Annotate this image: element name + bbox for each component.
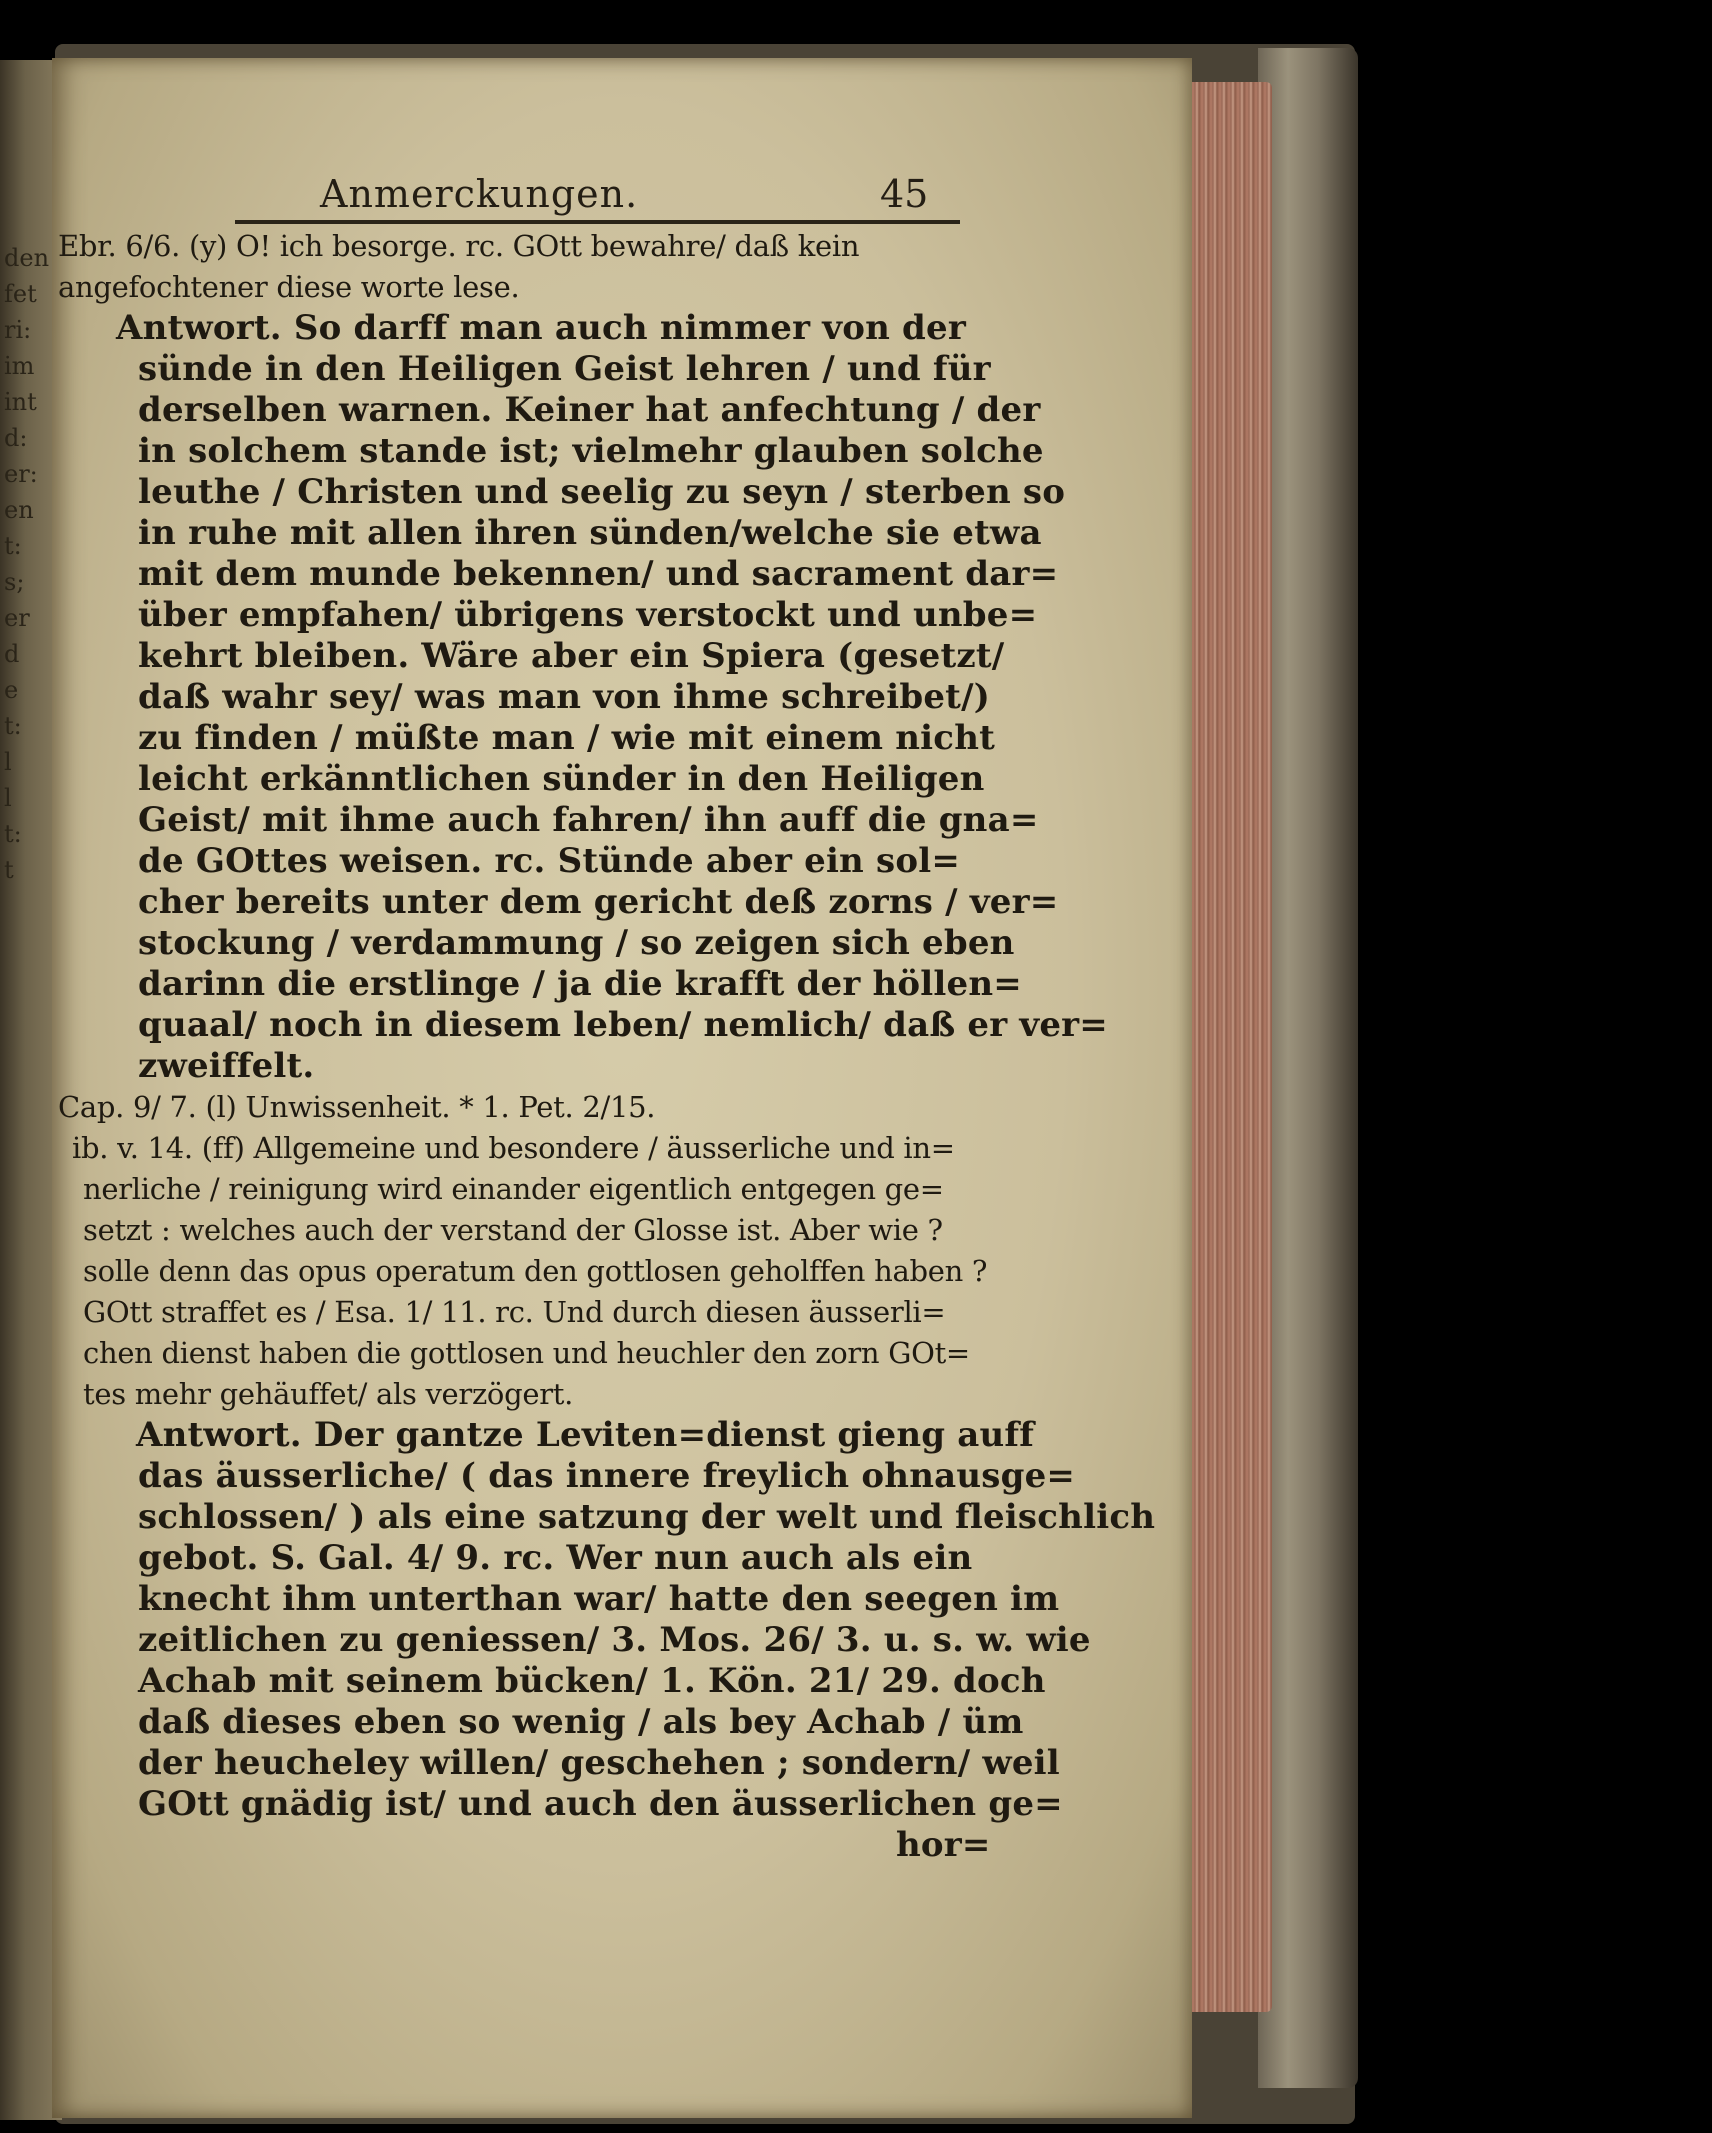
- gutter-fragment: s;: [4, 568, 25, 596]
- gutter-fragment: er: [4, 604, 30, 632]
- text-line: das äusserliche/ ( das innere freylich ohnausge=: [138, 1456, 1076, 1496]
- text-line: leuthe / Christen und seelig zu seyn / sterben so: [138, 472, 1066, 512]
- gutter-fragment: int: [4, 388, 37, 416]
- text-line: GOtt straffet es / Esa. 1/ 11. rc. Und durch diesen äusserli=: [83, 1295, 946, 1329]
- text-line: zu finden / müßte man / wie mit einem nicht: [138, 718, 996, 758]
- text-line: gebot. S. Gal. 4/ 9. rc. Wer nun auch als ein: [138, 1538, 973, 1578]
- text-line: kehrt bleiben. Wäre aber ein Spiera (gesetzt/: [138, 636, 1005, 676]
- text-line: Geist/ mit ihme auch fahren/ ihn auff die gna=: [138, 800, 1039, 840]
- text-line: zeitlichen zu geniessen/ 3. Mos. 26/ 3. u. s. w. wie: [138, 1620, 1091, 1660]
- gutter-text-fragments: [4, 240, 56, 888]
- gutter-fragment: den: [4, 244, 50, 272]
- text-line: derselben warnen. Keiner hat anfechtung / der: [138, 390, 1041, 430]
- text-line: der heucheley willen/ geschehen ; sondern/ weil: [138, 1743, 1060, 1783]
- text-line: ib. v. 14. (ff) Allgemeine und besondere / äusserliche und in=: [72, 1131, 955, 1165]
- gutter-fragment: en: [4, 496, 34, 524]
- text-line: chen dienst haben die gottlosen und heuchler den zorn GOt=: [83, 1336, 970, 1370]
- text-line: schlossen/ ) als eine satzung der welt und fleischlich: [138, 1497, 1156, 1537]
- text-line: daß wahr sey/ was man von ihme schreibet/): [138, 677, 990, 717]
- text-line: angefochtener diese worte lese.: [58, 270, 520, 304]
- page-number: 45: [880, 172, 929, 216]
- text-line: solle denn das opus operatum den gottlosen geholffen haben ?: [83, 1254, 988, 1288]
- text-line: in solchem stande ist; vielmehr glauben solche: [138, 431, 1044, 471]
- gutter-fragment: l: [4, 748, 12, 776]
- gutter-fragment: er:: [4, 460, 38, 488]
- gutter-fragment: l: [4, 784, 12, 812]
- gutter-fragment: d: [4, 640, 20, 668]
- gutter-fragment: t:: [4, 712, 22, 740]
- text-line: de GOttes weisen. rc. Stünde aber ein sol=: [138, 841, 961, 881]
- text-line: Ebr. 6/6. (y) O! ich besorge. rc. GOtt bewahre/ daß kein: [58, 229, 860, 263]
- text-line: Antwort. Der gantze Leviten=dienst gieng auff: [136, 1415, 1035, 1455]
- body-text: [58, 226, 1156, 1866]
- text-line: Cap. 9/ 7. (l) Unwissenheit. * 1. Pet. 2/15.: [58, 1090, 656, 1124]
- text-line: tes mehr gehäuffet/ als verzögert.: [83, 1377, 574, 1411]
- running-head: Anmerckungen.: [320, 172, 639, 216]
- gutter-fragment: ri:: [4, 316, 32, 344]
- text-line: Achab mit seinem bücken/ 1. Kön. 21/ 29. doch: [138, 1661, 1046, 1701]
- gutter-fragment: t: [4, 856, 14, 884]
- gutter-fragment: d:: [4, 424, 28, 452]
- text-line: Antwort. So darff man auch nimmer von der: [116, 308, 966, 348]
- text-line: darinn die erstlinge / ja die krafft der höllen=: [138, 964, 1022, 1004]
- text-line: sünde in den Heiligen Geist lehren / und für: [138, 349, 991, 389]
- gutter-fragment: t:: [4, 532, 22, 560]
- text-line: leicht erkänntlichen sünder in den Heiligen: [138, 759, 985, 799]
- book-cover-edge: [1258, 48, 1358, 2088]
- gutter-fragment: fet: [4, 280, 37, 308]
- text-line: mit dem munde bekennen/ und sacrament dar=: [138, 554, 1059, 594]
- text-line: über empfahen/ übrigens verstockt und unbe=: [138, 595, 1038, 635]
- gutter-fragment: im: [4, 352, 35, 380]
- gutter-fragment: t:: [4, 820, 22, 848]
- text-line: zweiffelt.: [138, 1046, 315, 1086]
- text-line: daß dieses eben so wenig / als bey Achab / üm: [138, 1702, 1024, 1742]
- gutter-fragment: e: [4, 676, 19, 704]
- text-line: GOtt gnädig ist/ und auch den äusserlichen ge=: [138, 1784, 1063, 1824]
- text-line: nerliche / reinigung wird einander eigentlich entgegen ge=: [83, 1172, 944, 1206]
- header-rule: [235, 220, 960, 224]
- text-line: stockung / verdammung / so zeigen sich eben: [138, 923, 1015, 963]
- text-line: in ruhe mit allen ihren sünden/welche sie etwa: [138, 513, 1042, 553]
- text-line: setzt : welches auch der verstand der Glosse ist. Aber wie ?: [83, 1213, 943, 1247]
- text-line: knecht ihm unterthan war/ hatte den seegen im: [138, 1579, 1060, 1619]
- text-line: quaal/ noch in diesem leben/ nemlich/ daß er ver=: [138, 1005, 1108, 1045]
- text-line: hor=: [896, 1825, 991, 1865]
- text-line: cher bereits unter dem gericht deß zorns / ver=: [138, 882, 1059, 922]
